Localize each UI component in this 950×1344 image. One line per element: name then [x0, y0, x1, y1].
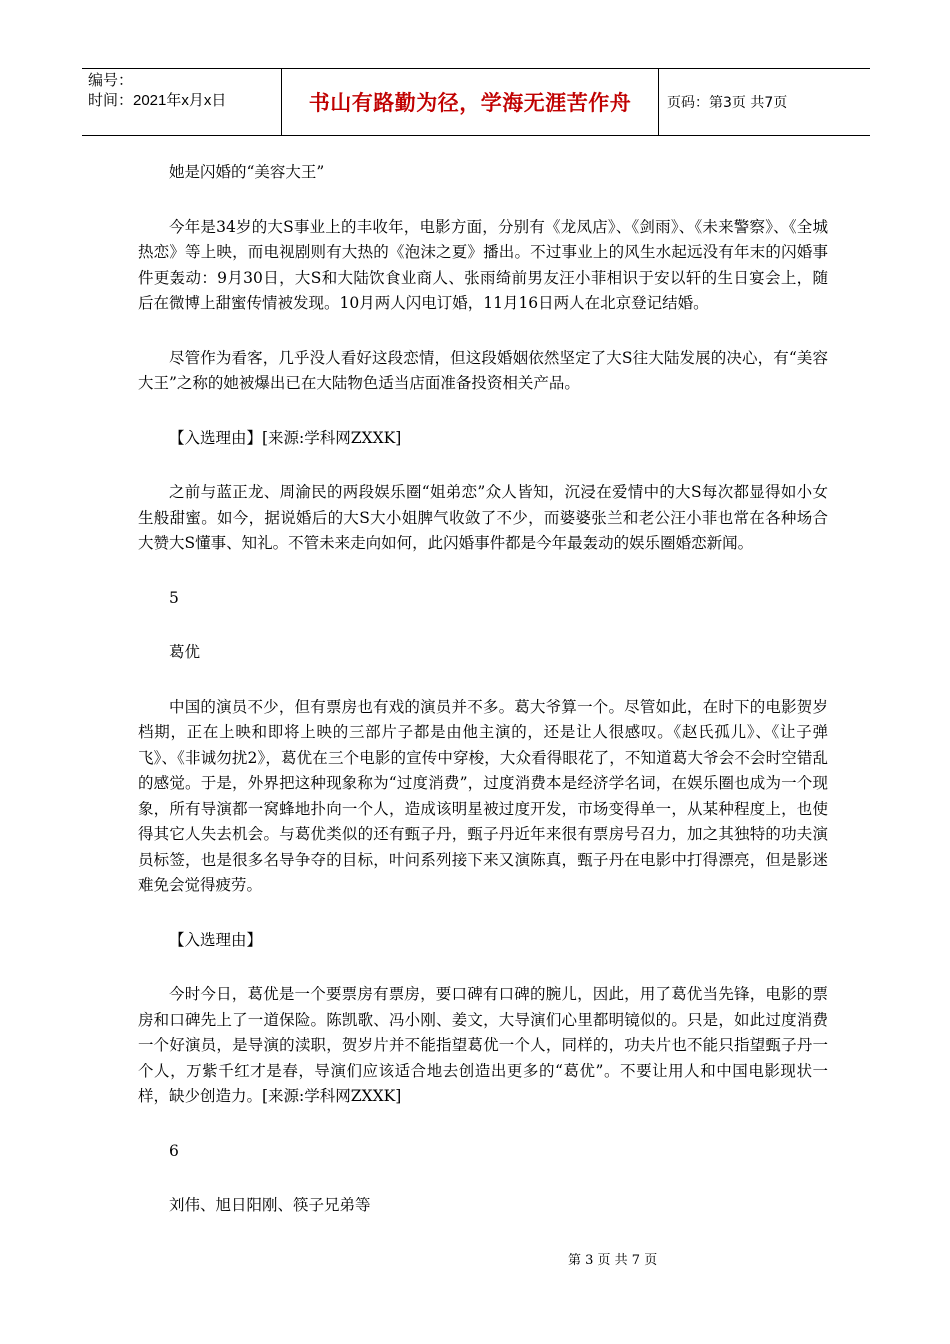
paragraph: 今时今日，葛优是一个要票房有票房，要口碑有口碑的腕儿，因此，用了葛优当先锋，电影的票房和口碑先上了一道保险。陈凯歌、冯小刚、姜文，大导演们心里都明镜似的。只是，如此过度消费一个好演员，是导演的渎职，贺岁片并不能指望葛优一个人，同样的，功夫片也不能只指望甄子丹一个人，万紫千红才是春，导演们应该适合地去创造出更多的“葛优”。不要让用人和中国电影现状一样，缺少创造力。[来源:学科网ZXXK] [138, 985, 828, 1105]
number-label: 编号： [88, 72, 134, 89]
paragraph: 尽管作为看客，几乎没人看好这段恋情，但这段婚姻依然坚定了大S往大陆发展的决心，有“美容大王”之称的她被爆出已在大陆物色适当店面准备投资相关产品。 [138, 348, 828, 392]
item-title: 刘伟、旭日阳刚、筷子兄弟等 [169, 1196, 371, 1214]
item-title: 葛优 [169, 643, 201, 661]
time-label: 时间：2021年x月x日 [88, 92, 227, 109]
paragraph: 之前与蓝正龙、周渝民的两段娱乐圈“姐弟恋”众人皆知，沉浸在爱情中的大S每次都显得如小女生般甜蜜。如今，据说婚后的大S大小姐脾气收敛了不少，而婆婆张兰和老公汪小菲也常在各种场合大赞大S懂事、知礼。不管未来走向如何，此闪婚事件都是今年最轰动的娱乐圈婚恋新闻。 [138, 483, 828, 552]
item-number: 6 [169, 1141, 179, 1160]
reason-heading: 【入选理由】[来源:学科网ZXXK] [169, 428, 402, 447]
motto-text: 书山有路勤为径，学海无涯苦作舟 [308, 91, 632, 115]
page-footer [568, 1249, 657, 1268]
item-number: 5 [169, 588, 179, 607]
paragraph: 今年是34岁的大S事业上的丰收年，电影方面，分别有《龙凤店》、《剑雨》、《未来警察》、《全城热恋》等上映，而电视剧则有大热的《泡沫之夏》播出。不过事业上的风生水起远没有年末的闪婚事件更轰动：9月30日，大S和大陆饮食业商人、张雨绮前男友汪小菲相识于安以轩的生日宴会上，随后在微博上甜蜜传情被发现。10月两人闪电订婚，11月16日两人在北京登记结婚。 [138, 217, 828, 312]
header-meta [82, 69, 282, 135]
reason-heading: 【入选理由】 [169, 930, 263, 949]
document-body [138, 160, 828, 1248]
footer-page-number: 第 3 页 共 7 页 [568, 1253, 658, 1268]
page-label: 页码：第3页 共7页 [667, 95, 788, 111]
section-heading: 她是闪婚的“美容大王” [169, 163, 325, 181]
header-page-cell [659, 69, 870, 135]
header-motto-cell [282, 69, 659, 135]
paragraph: 中国的演员不少，但有票房也有戏的演员并不多。葛大爷算一个。尽管如此，在时下的电影贺岁档期，正在上映和即将上映的三部片子都是由他主演的，还是让人很感叹。《赵氏孤儿》、《让子弹飞》、《非诚勿扰2》，葛优在三个电影的宣传中穿梭，大众看得眼花了，不知道葛大爷会不会时空错乱的感觉。于是，外界把这种现象称为“过度消费”，过度消费本是经济学名词，在娱乐圈也成为一个现象，所有导演都一窝蜂地扑向一个人，造成该明星被过度开发，市场变得单一，从某种程度上，也使得其它人失去机会。与葛优类似的还有甄子丹，甄子丹近年来很有票房号召力，加之其独特的功夫演员标签，也是很多名导争夺的目标，叶问系列接下来又演陈真，甄子丹在电影中打得漂亮，但是影迷难免会觉得疲劳。 [138, 697, 828, 894]
page-header [82, 68, 870, 136]
